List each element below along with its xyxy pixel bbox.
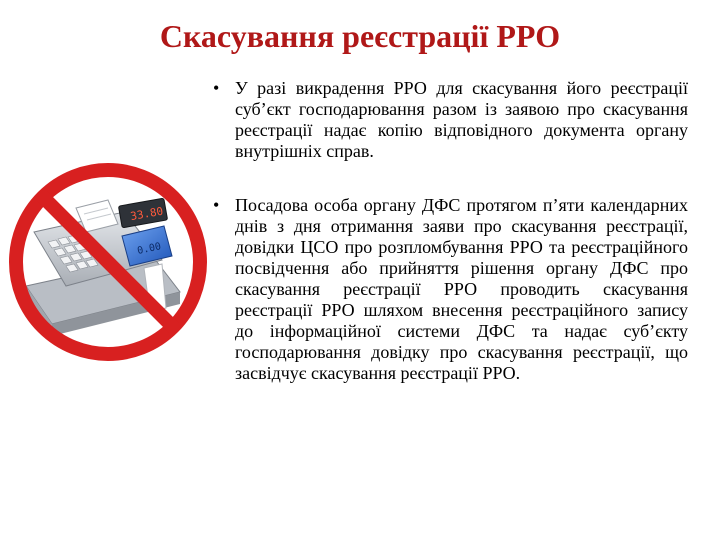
svg-text:0.00: 0.00	[136, 241, 163, 257]
slide-title: Скасування реєстрації РРО	[159, 18, 561, 54]
prohibition-sign	[16, 170, 200, 354]
bullet-item-lost-register	[213, 78, 688, 162]
bullet-list	[213, 78, 688, 384]
no-cash-register-icon	[4, 158, 212, 366]
register-display-text: 33.80	[129, 204, 165, 224]
bullet-text: У разі викрадення РРО для скасування його реєстрації суб’єкт господарювання разом із заявою про скасування реєстрації надає копію відповідного документа органу внутрішніх справ.	[235, 78, 688, 161]
bullet-item-deregistration-procedure	[213, 195, 688, 384]
bullet-marker: •	[213, 195, 220, 215]
bullet-marker: •	[213, 78, 220, 98]
bullet-text: Посадова особа органу ДФС протягом п’яти календарних днів з дня отримання заяви про скасування реєстрації, довідки ЦСО про розпломбування РРО та реєстраційного посвідчення або прийняття рішення органу ДФС про скасування реєстрації РРО проводить скасування реєстрації РРО шляхом внесення реєстраційного запису до інформаційної системи ДФС та надає суб’єкту господарювання довідку про скасування реєстрації, що засвідчує скасування реєстрації РРО.	[235, 195, 688, 383]
